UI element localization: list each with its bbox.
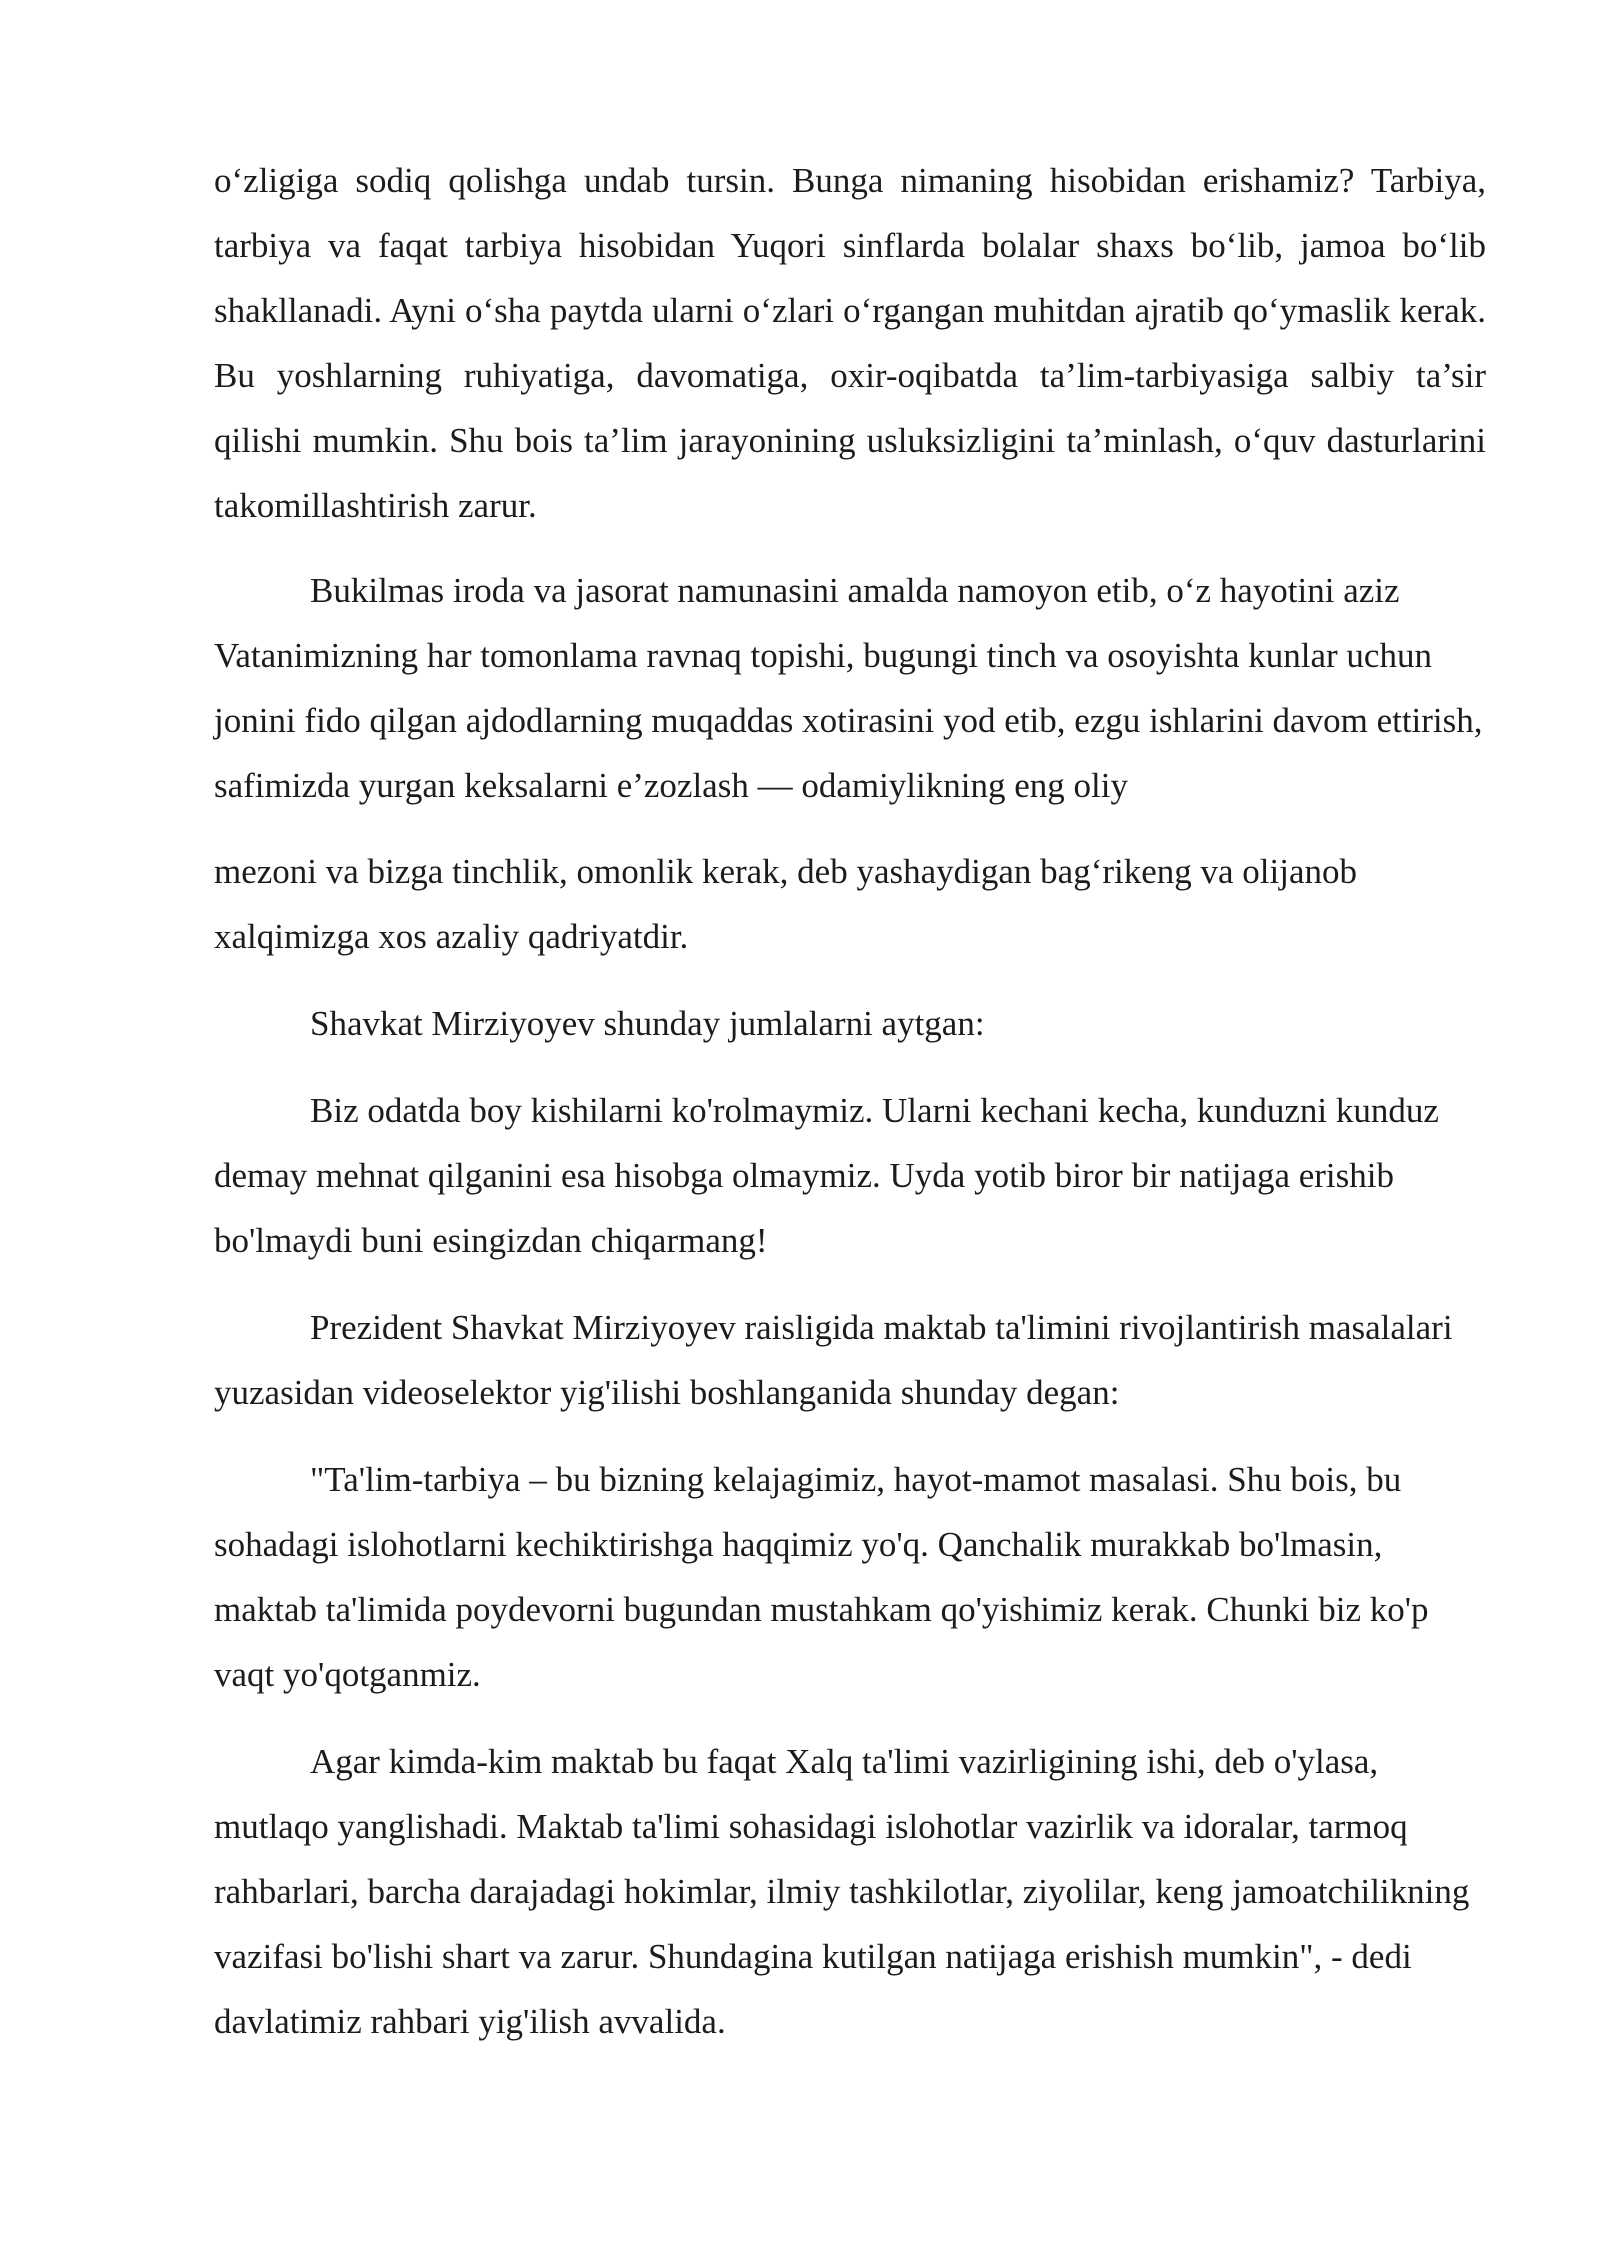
paragraph-3: Shavkat Mirziyoyev shunday jumlalarni aytgan: [310, 1004, 985, 1043]
paragraph-2 [214, 558, 1486, 969]
document-body [214, 148, 1486, 2054]
paragraph-4: Biz odatda boy kishilarni ko'rolmaymiz. Ularni kechani kecha, kunduzni kunduz demay mehnat qilganini esa hisobga olmaymiz. Uyda yotib biror bir natijaga erishib bo'lmaydi buni esingizdan chiqarmang! [214, 1091, 1439, 1260]
paragraph-2-part-b: mezoni va bizga tinchlik, omonlik kerak, deb yashaydigan bag‘rikeng va olijanob xalqimizga xos azaliy qadriyatdir. [214, 852, 1358, 956]
paragraph-5: Prezident Shavkat Mirziyoyev raisligida maktab ta'limini rivojlantirish masalalari yuzasidan videoselektor yig'ilishi boshlanganida shunday degan: [214, 1308, 1453, 1412]
paragraph-1: o‘zligiga sodiq qolishga undab tursin. Bunga nimaning hisobidan erishamiz? Tarbiya, tarbiya va faqat tarbiya hisobidan Yuqori sinflarda bolalar shaxs bo‘lib, jamoa bo‘lib shakllanadi. Ayni o‘sha paytda ularni o‘zlari o‘rgangan muhitdan ajratib qo‘ymaslik kerak. Bu yoshlarning ruhiyatiga, davomatiga, oxir-oqibatda ta’lim-tarbiyasiga salbiy ta’sir qilishi mumkin. Shu bois ta’lim jarayonining usluksizligini ta’minlash, o‘quv dasturlarini takomillashtirish zarur. [214, 161, 1486, 525]
paragraph-7: Agar kimda-kim maktab bu faqat Xalq ta'limi vazirligining ishi, deb o'ylasa, mutlaqo yanglishadi. Maktab ta'limi sohasidagi islohotlar vazirlik va idoralar, tarmoq rahbarlari, barcha darajadagi hokimlar, ilmiy tashkilotlar, ziyolilar, keng jamoatchilikning vazifasi bo'lishi shart va zarur. Shundagina kutilgan natijaga erishish mumkin", - dedi davlatimiz rahbari yig'ilish avvalida. [214, 1742, 1470, 2041]
paragraph-6: "Ta'lim-tarbiya – bu bizning kelajagimiz, hayot-mamot masalasi. Shu bois, bu sohadagi islohotlarni kechiktirishga haqqimiz yo'q. Qanchalik murakkab bo'lmasin, maktab ta'limida poydevorni bugundan mustahkam qo'yishimiz kerak. Chunki biz ko'p vaqt yo'qotganmiz. [214, 1460, 1429, 1694]
paragraph-2-part-a: Bukilmas iroda va jasorat namunasini amalda namoyon etib, o‘z hayotini aziz Vatanimizning har tomonlama ravnaq topishi, bugungi tinch va osoyishta kunlar uchun jonini fido qilgan ajdodlarning muqaddas xotirasini yod etib, ezgu ishlarini davom ettirish, safimizda yurgan keksalarni e’zozlash — odamiylikning eng oliy [214, 571, 1483, 805]
